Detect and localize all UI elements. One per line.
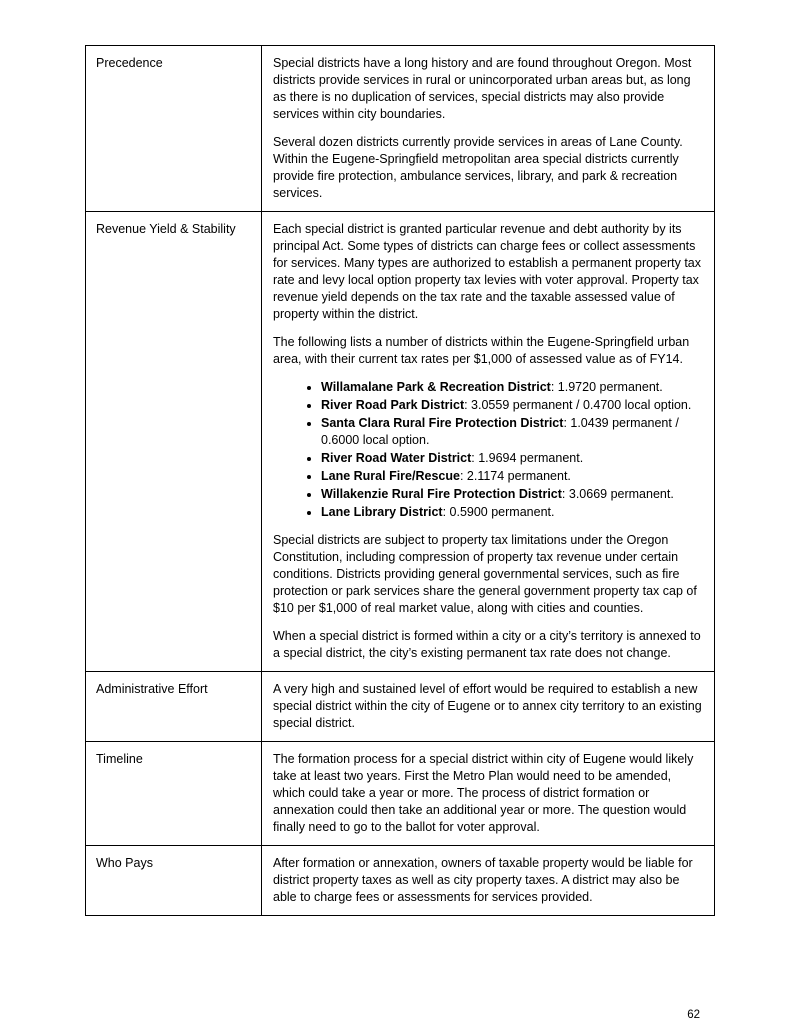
- district-rate-item: [321, 415, 703, 449]
- row-content-timeline: [262, 742, 715, 846]
- district-rate: : 0.5900 permanent.: [442, 505, 555, 519]
- page-number: 62: [687, 1009, 700, 1021]
- row-label-revenue-yield: Revenue Yield & Stability: [86, 212, 262, 672]
- district-name: Willakenzie Rural Fire Protection District: [321, 487, 562, 501]
- paragraph: A very high and sustained level of effort would be required to establish a new special district within the city of Eugene or to annex city territory to an existing special district.: [273, 682, 702, 730]
- district-rate-item: [321, 397, 703, 414]
- district-rate: : 2.1174 permanent.: [459, 469, 571, 483]
- paragraph: The formation process for a special district within city of Eugene would likely take at least two years. First the Metro Plan would need to be amended, which could take a year or more. The process of district formation or annexation could then take an additional year or more. The question would finally need to go to the ballot for voter approval.: [273, 752, 694, 834]
- district-rate: : 1.0439 permanent / 0.6000 local option.: [321, 416, 679, 447]
- table-row: [86, 742, 715, 846]
- table-row: [86, 672, 715, 742]
- district-rate-item: [321, 504, 703, 521]
- district-rate-item: [321, 486, 703, 503]
- paragraph: When a special district is formed within a city or a city’s territory is annexed to a special district, the city’s existing permanent tax rate does not change.: [273, 629, 701, 660]
- paragraph: Several dozen districts currently provide services in areas of Lane County. Within the Eugene-Springfield metropolitan area special districts currently provide fire protection, ambulance services, library, and park & recreation services.: [273, 135, 683, 200]
- district-rate: : 3.0669 permanent.: [561, 487, 674, 501]
- district-name: Lane Library District: [321, 505, 443, 519]
- paragraph: The following lists a number of districts within the Eugene-Springfield urban area, with their current tax rates per $1,000 of assessed value as of FY14.: [273, 335, 690, 366]
- table-row: [86, 46, 715, 212]
- doc-table: [85, 45, 715, 916]
- row-label-administrative-effort: Administrative Effort: [86, 672, 262, 742]
- table-row: [86, 212, 715, 672]
- row-content-administrative-effort: [262, 672, 715, 742]
- table-row: [86, 846, 715, 916]
- district-rate: : 1.9694 permanent.: [471, 451, 584, 465]
- row-content-precedence: [262, 46, 715, 212]
- row-content-revenue-yield: [262, 212, 715, 672]
- paragraph: Each special district is granted particular revenue and debt authority by its principal Act. Some types of districts can charge fees or collect assessments for services. Many types are authorized to establish a permanent property tax rate and levy local option property tax levies with voter approval. Property tax revenue yield depends on the tax rate and the taxable assessed value of property within the district.: [273, 222, 701, 321]
- row-label-precedence: Precedence: [86, 46, 262, 212]
- paragraph: Special districts have a long history and are found throughout Oregon. Most districts provide services in rural or unincorporated urban areas but, as long as there is no duplication of services, special districts may also provide services within city boundaries.: [273, 56, 692, 121]
- district-name: River Road Water District: [321, 451, 472, 465]
- row-content-who-pays: [262, 846, 715, 916]
- district-rate: : 3.0559 permanent / 0.4700 local option.: [464, 398, 692, 412]
- district-rate-item: [321, 379, 703, 396]
- paragraph: After formation or annexation, owners of taxable property would be liable for district property taxes as well as city property taxes. A district may also be able to charge fees or assessments for services provided.: [273, 856, 693, 904]
- district-rate-item: [321, 468, 703, 485]
- district-rate-item: [321, 450, 703, 467]
- district-name: Santa Clara Rural Fire Protection District: [321, 416, 564, 430]
- row-label-timeline: Timeline: [86, 742, 262, 846]
- district-rate: : 1.9720 permanent.: [550, 380, 663, 394]
- district-name: River Road Park District: [321, 398, 465, 412]
- district-rates-list: [321, 379, 703, 521]
- row-label-who-pays: Who Pays: [86, 846, 262, 916]
- district-name: Lane Rural Fire/Rescue: [321, 469, 460, 483]
- paragraph: Special districts are subject to property tax limitations under the Oregon Constitution, including compression of property tax revenue under certain conditions. Districts providing general governmental services, such as fire protection or park services share the general government property tax cap of $10 per $1,000 of real market value, along with cities and counties.: [273, 533, 697, 615]
- district-name: Willamalane Park & Recreation District: [321, 380, 551, 394]
